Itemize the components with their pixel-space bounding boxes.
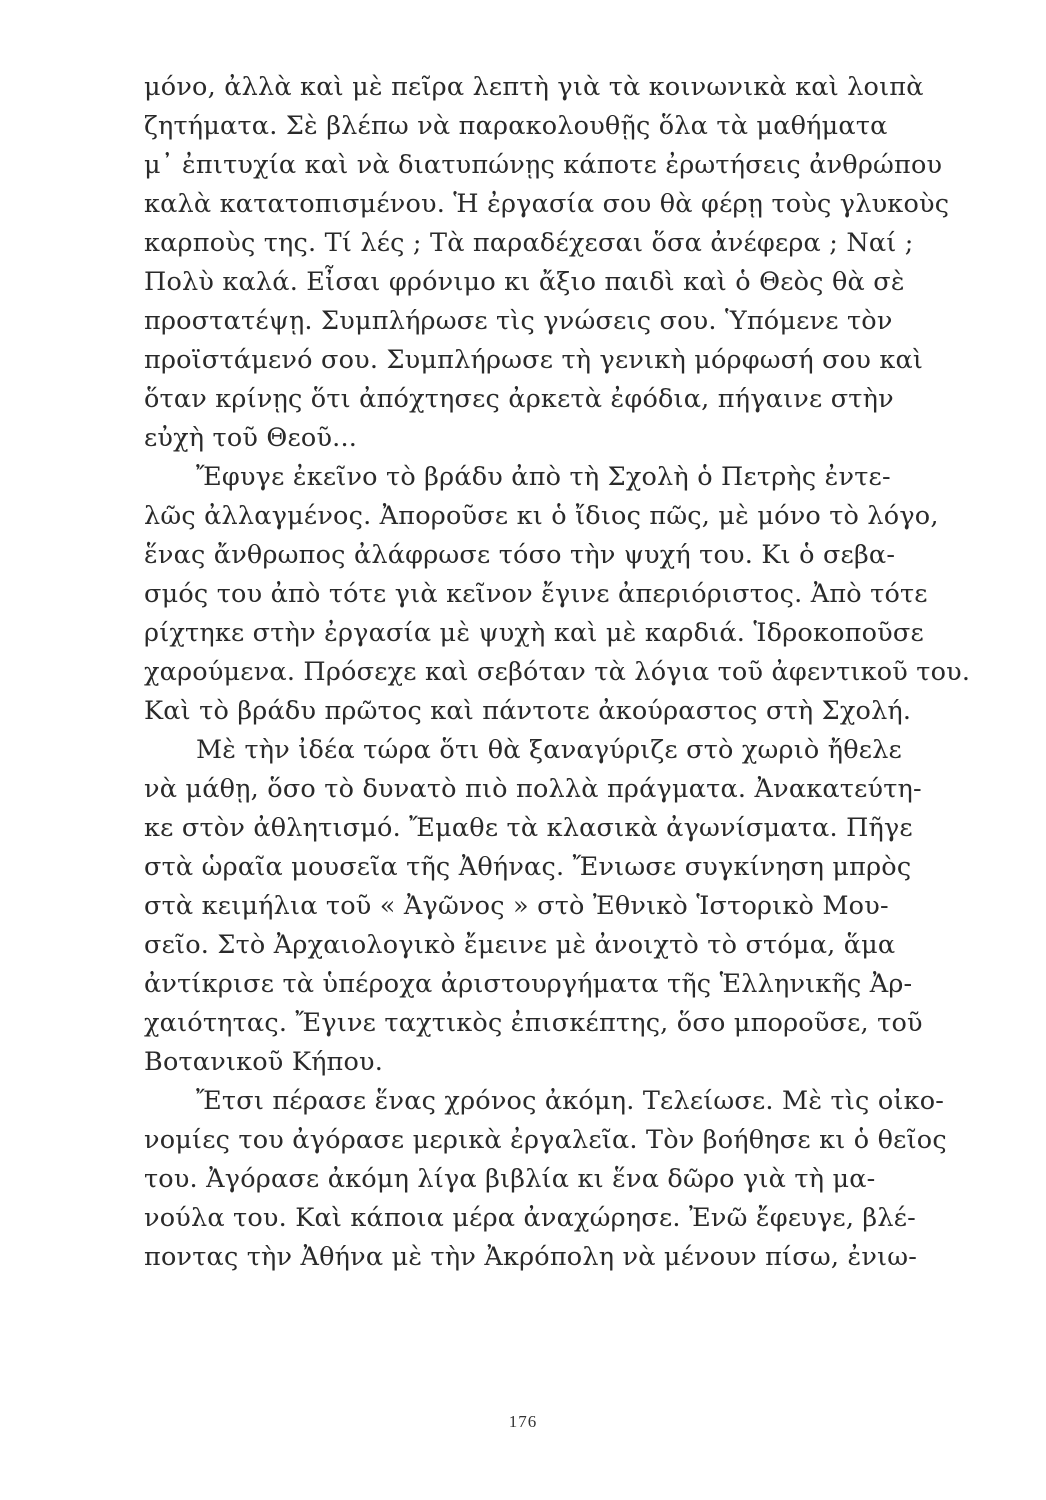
text-line: σμός του ἀπὸ τότε γιὰ κεῖνον ἔγινε ἀπεριόριστος. Ἀπὸ τότε (144, 579, 928, 609)
text-line: καρποὺς της. Τί λές ; Τὰ παραδέχεσαι ὅσα ἀνέφερα ; Ναί ; (144, 228, 914, 258)
text-line: χαιότητας. Ἔγινε ταχτικὸς ἐπισκέπτης, ὅσο μποροῦσε, τοῦ (144, 1008, 923, 1038)
text-line: λῶς ἀλλαγμένος. Ἀποροῦσε κι ὁ ἴδιος πῶς, μὲ μόνο τὸ λόγο, (144, 501, 939, 531)
paragraph-start-line: Ἔτσι πέρασε ἕνας χρόνος ἀκόμη. Τελείωσε. Μὲ τὶς οἰκο- (196, 1086, 945, 1116)
page-number: 176 (508, 1412, 538, 1431)
text-line: χαρούμενα. Πρόσεχε καὶ σεβόταν τὰ λόγια τοῦ ἀφεντικοῦ του. (144, 657, 971, 687)
text-line: σεῖο. Στὸ Ἀρχαιολογικὸ ἔμεινε μὲ ἀνοιχτὸ τὸ στόμα, ἅμα (144, 930, 896, 960)
text-line: κε στὸν ἀθλητισμό. Ἔμαθε τὰ κλασικὰ ἀγωνίσματα. Πῆγε (144, 813, 913, 843)
text-line: μόνο, ἀλλὰ καὶ μὲ πεῖρα λεπτὴ γιὰ τὰ κοινωνικὰ καὶ λοιπὰ (144, 72, 924, 102)
text-line: νὰ μάθῃ, ὅσο τὸ δυνατὸ πιὸ πολλὰ πράγματα. Ἀνακατεύτη- (144, 774, 922, 804)
text-line: εὐχὴ τοῦ Θεοῦ... (144, 423, 358, 453)
text-line: καλὰ κατατοπισμένου. Ἡ ἐργασία σου θὰ φέρῃ τοὺς γλυκοὺς (144, 189, 950, 219)
text-line: προστατέψῃ. Συμπλήρωσε τὶς γνώσεις σου. Ὑπόμενε τὸν (144, 306, 893, 336)
text-line: ἕνας ἄνθρωπος ἀλάφρωσε τόσο τὴν ψυχή του. Κι ὁ σεβα- (144, 540, 896, 570)
text-line: ἀντίκρισε τὰ ὑπέροχα ἀριστουργήματα τῆς Ἑλληνικῆς Ἀρ- (144, 969, 913, 999)
text-line: μ᾽ ἐπιτυχία καὶ νὰ διατυπώνῃς κάποτε ἐρωτήσεις ἀνθρώπου (144, 150, 943, 180)
text-line: του. Ἀγόρασε ἀκόμη λίγα βιβλία κι ἕνα δῶρο γιὰ τὴ μα- (144, 1164, 876, 1194)
text-line: προϊστάμενό σου. Συμπλήρωσε τὴ γενικὴ μόρφωσή σου καὶ (144, 345, 924, 375)
text-line: ζητήματα. Σὲ βλέπω νὰ παρακολουθῇς ὅλα τὰ μαθήματα (144, 111, 888, 141)
text-line: στὰ ὡραῖα μουσεῖα τῆς Ἀθήνας. Ἔνιωσε συγκίνηση μπρὸς (144, 852, 912, 882)
body-text (144, 68, 990, 1277)
paragraph-start-line: Ἔφυγε ἐκεῖνο τὸ βράδυ ἀπὸ τὴ Σχολὴ ὁ Πετρὴς ἐντε- (196, 462, 891, 492)
text-line: στὰ κειμήλια τοῦ « Ἀγῶνος » στὸ Ἐθνικὸ Ἱστορικὸ Μου- (144, 891, 889, 921)
text-line: νούλα του. Καὶ κάποια μέρα ἀναχώρησε. Ἐνῶ ἔφευγε, βλέ- (144, 1203, 916, 1233)
text-line: ποντας τὴν Ἀθήνα μὲ τὴν Ἀκρόπολη νὰ μένουν πίσω, ἐνιω- (144, 1242, 918, 1272)
text-line: νομίες του ἀγόρασε μερικὰ ἐργαλεῖα. Τὸν βοήθησε κι ὁ θεῖος (144, 1125, 947, 1155)
text-line: Πολὺ καλά. Εἶσαι φρόνιμο κι ἄξιο παιδὶ καὶ ὁ Θεὸς θὰ σὲ (144, 267, 905, 297)
text-line: Καὶ τὸ βράδυ πρῶτος καὶ πάντοτε ἀκούραστος στὴ Σχολή. (144, 696, 912, 726)
text-line: ὅταν κρίνῃς ὅτι ἀπόχτησες ἀρκετὰ ἐφόδια, πήγαινε στὴν (144, 384, 894, 414)
text-line: Βοτανικοῦ Κήπου. (144, 1047, 384, 1077)
paragraph-start-line: Μὲ τὴν ἰδέα τώρα ὅτι θὰ ξαναγύριζε στὸ χωριὸ ἤθελε (196, 735, 902, 765)
text-line: ρίχτηκε στὴν ἐργασία μὲ ψυχὴ καὶ μὲ καρδιά. Ἱδροκοποῦσε (144, 618, 924, 648)
